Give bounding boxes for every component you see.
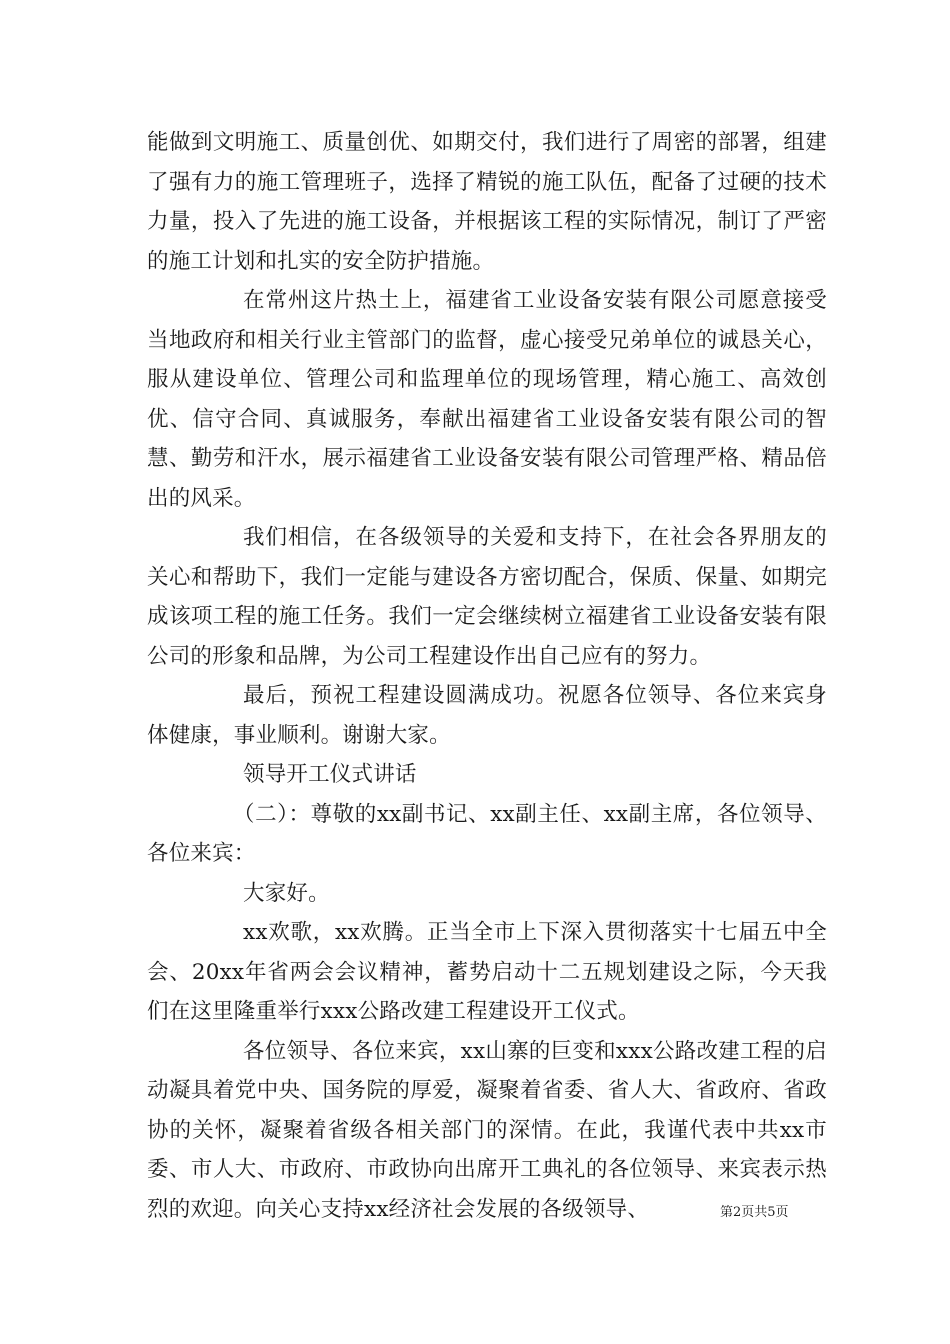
page-number: 第2页共5页 [720, 1205, 789, 1220]
section-heading: 领导开工仪式讲话 [243, 762, 417, 787]
paragraph-confidence: 我们相信，在各级领导的关爱和支持下，在社会各界朋友的关心和帮助下，我们一定能与建设各方密切配合，保质、保量、如期完成该项工程的施工任务。我们一定会继续树立福建省工业设备安装有限公司的形象和品牌，为公司工程建设作出自己应有的努力。 [147, 525, 827, 669]
paragraph-changzhou-commitment: 在常州这片热土上，福建省工业设备安装有限公司愿意接受当地政府和相关行业主管部门的监督，虚心接受兄弟单位的诚恳关心，服从建设单位、管理公司和监理单位的现场管理，精心施工、高效创优、信守合同、真诚服务，奉献出福建省工业设备安装有限公司的智慧、勤劳和汗水，展示福建省工业设备安装有限公司管理严格、精品倍出的风采。 [147, 288, 827, 511]
paragraph-welcome: 各位领导、各位来宾，xx山寨的巨变和xxx公路改建工程的启动凝具着党中央、国务院的厚爱，凝聚着省委、省人大、省政府、省政协的关怀，凝聚着省级各相关部门的深情。在此，我谨代表中共xx市委、市人大、市政府、市政协向出席开工典礼的各位领导、来宾表示热烈的欢迎。向关心支持xx经济社会发展的各级领导、 [147, 1038, 827, 1222]
paragraph-greeting: 大家好。 [243, 880, 330, 906]
paragraph-construction-arrangements: 能做到文明施工、质量创优、如期交付，我们进行了周密的部署，组建了强有力的施工管理班子，选择了精锐的施工队伍，配备了过硬的技术力量，投入了先进的施工设备，并根据该工程的实际情况，制订了严密的施工计划和扎实的安全防护措施。 [147, 130, 827, 274]
paragraph-opening-ceremony: xx欢歌，xx欢腾。正当全市上下深入贯彻落实十七届五中全会、20xx年省两会会议精神，蓄势启动十二五规划建设之际，今天我们在这里隆重举行xxx公路改建工程建设开工仪式。 [147, 920, 827, 1024]
paragraph-salutation: （二）：尊敬的xx副书记、xx副主任、xx副主席，各位领导、各位来宾： [147, 801, 827, 866]
document-body [147, 123, 827, 1229]
paragraph-closing-wishes: 最后，预祝工程建设圆满成功。祝愿各位领导、各位来宾身体健康，事业顺利。谢谢大家。 [147, 683, 827, 748]
